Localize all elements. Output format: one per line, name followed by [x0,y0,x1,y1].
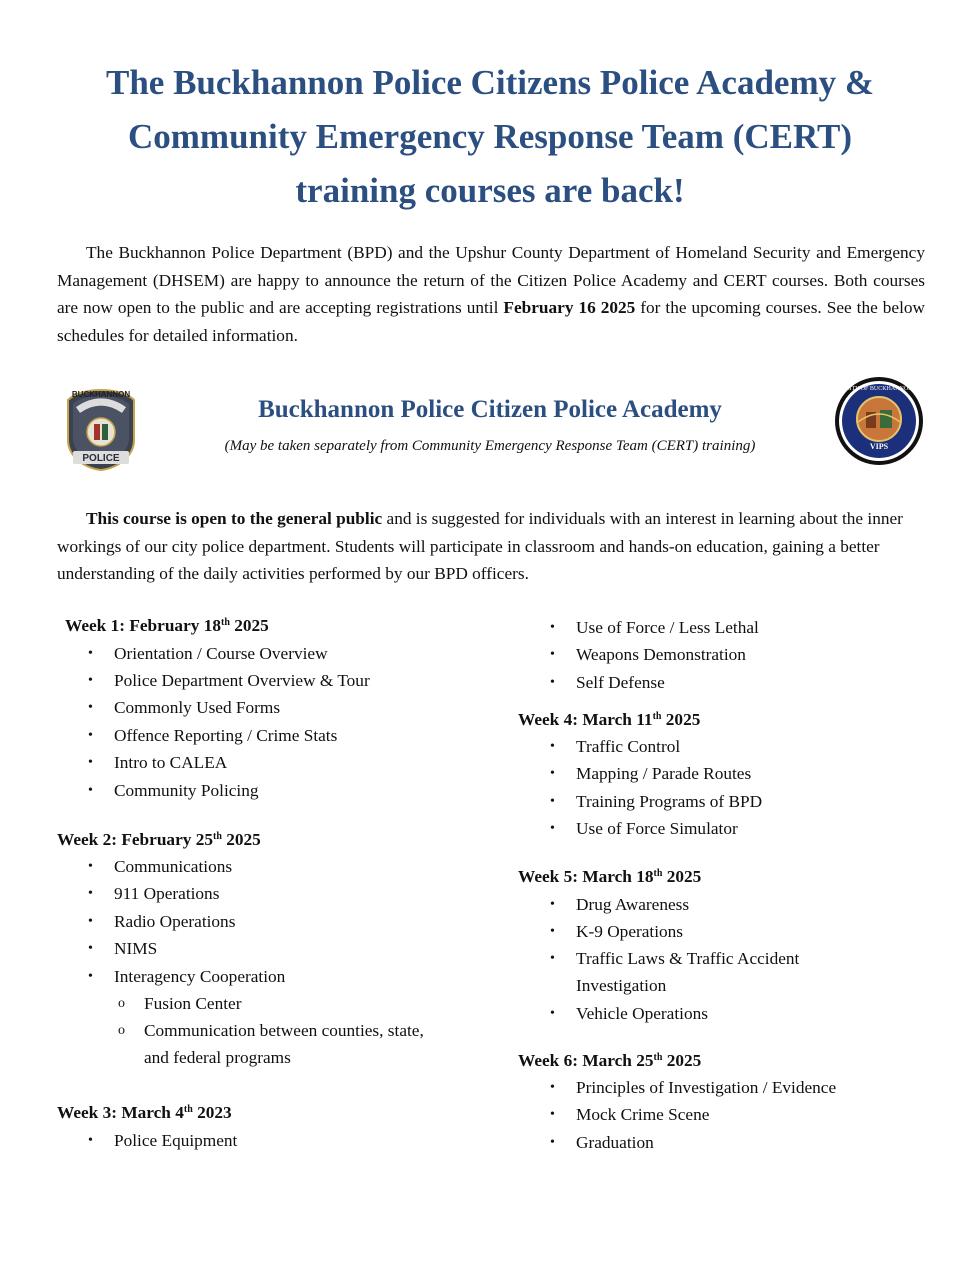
intro-text-before: The Buckhannon Police Department (BPD) and the Upshur County Department of Homeland Security and Emergency Management (DHSEM) are happy to announce the return of the Citizen Police Academy and CERT courses. Both courses are now open to the public and are accepting registrations until [57,243,925,318]
week-5-heading: Week 5: March 18th 2025 [518,867,702,886]
course-text: and is suggested for individuals with an interest in learning about the inner workings of our city police department. Students will participate in classroom and hands-on education, gaining a better understanding of the daily activities performed by our BPD officers. [57,509,903,584]
title-line-3: training courses are back! [295,171,685,210]
list-item: • Traffic Control [550,737,681,756]
list-item: • Self Defense [550,673,665,692]
list-item: • Orientation / Course Overview [88,644,328,663]
week-1-heading: Week 1: February 18th 2025 [65,616,269,635]
week-4-heading: Week 4: March 11th 2025 [518,710,701,729]
list-item: • Communications [88,857,233,876]
course-lead: This course is open to the general public [86,509,383,528]
list-item: • Use of Force / Less Lethal [550,618,759,637]
list-item: • Interagency Cooperation [88,967,286,986]
week-3-heading: Week 3: March 4th 2023 [57,1103,232,1122]
vips-seal-top-text: CITY OF BUCKHANNON [845,386,913,392]
registration-deadline: February 16 2025 [503,298,636,318]
list-item: • NIMS [88,939,158,958]
list-item: • Intro to CALEA [88,753,228,772]
list-item: • Commonly Used Forms [88,698,281,717]
course-description [57,505,925,588]
list-item-continued: Investigation [576,976,667,995]
sub-list-item-continued: and federal programs [144,1048,291,1067]
week-2-heading: Week 2: February 25th 2025 [57,830,261,849]
week-6-heading: Week 6: March 25th 2025 [518,1051,702,1070]
list-item: • Police Equipment [88,1131,238,1150]
list-item: • Vehicle Operations [550,1004,708,1023]
police-badge-label: POLICE [82,453,120,464]
sub-list-item: o Communication between counties, state, [118,1021,424,1040]
academy-title: Buckhannon Police Citizen Police Academy [258,396,722,423]
list-item: • Graduation [550,1133,654,1152]
list-item: • Principles of Investigation / Evidence [550,1078,837,1097]
list-item: • Training Programs of BPD [550,792,763,811]
list-item: • K-9 Operations [550,922,684,941]
list-item: • Traffic Laws & Traffic Accident [550,949,800,968]
list-item: • Police Department Overview & Tour [88,671,370,690]
list-item: • 911 Operations [88,884,220,903]
list-item: • Radio Operations [88,912,236,931]
police-badge-text: BUCKHANNON [71,390,131,399]
vips-seal-label: VIPS [869,442,889,451]
list-item: • Weapons Demonstration [550,645,746,664]
list-item: • Mapping / Parade Routes [550,764,752,783]
list-item: • Mock Crime Scene [550,1105,710,1124]
title-line-1: The Buckhannon Police Citizens Police Academy & [105,63,875,102]
intro-text-after: for the upcoming courses. See the below schedules for detailed information. [57,298,925,345]
title-line-2: Community Emergency Response Team (CERT) [127,117,853,156]
list-item: • Community Policing [88,781,259,800]
intro-paragraph [57,239,925,349]
page-title [40,56,940,218]
sub-list-item: o Fusion Center [118,994,242,1013]
list-item: • Use of Force Simulator [550,819,738,838]
academy-subtitle: (May be taken separately from Community Emergency Response Team (CERT) training) [224,438,756,454]
list-item: • Drug Awareness [550,895,690,914]
list-item: • Offence Reporting / Crime Stats [88,726,338,745]
